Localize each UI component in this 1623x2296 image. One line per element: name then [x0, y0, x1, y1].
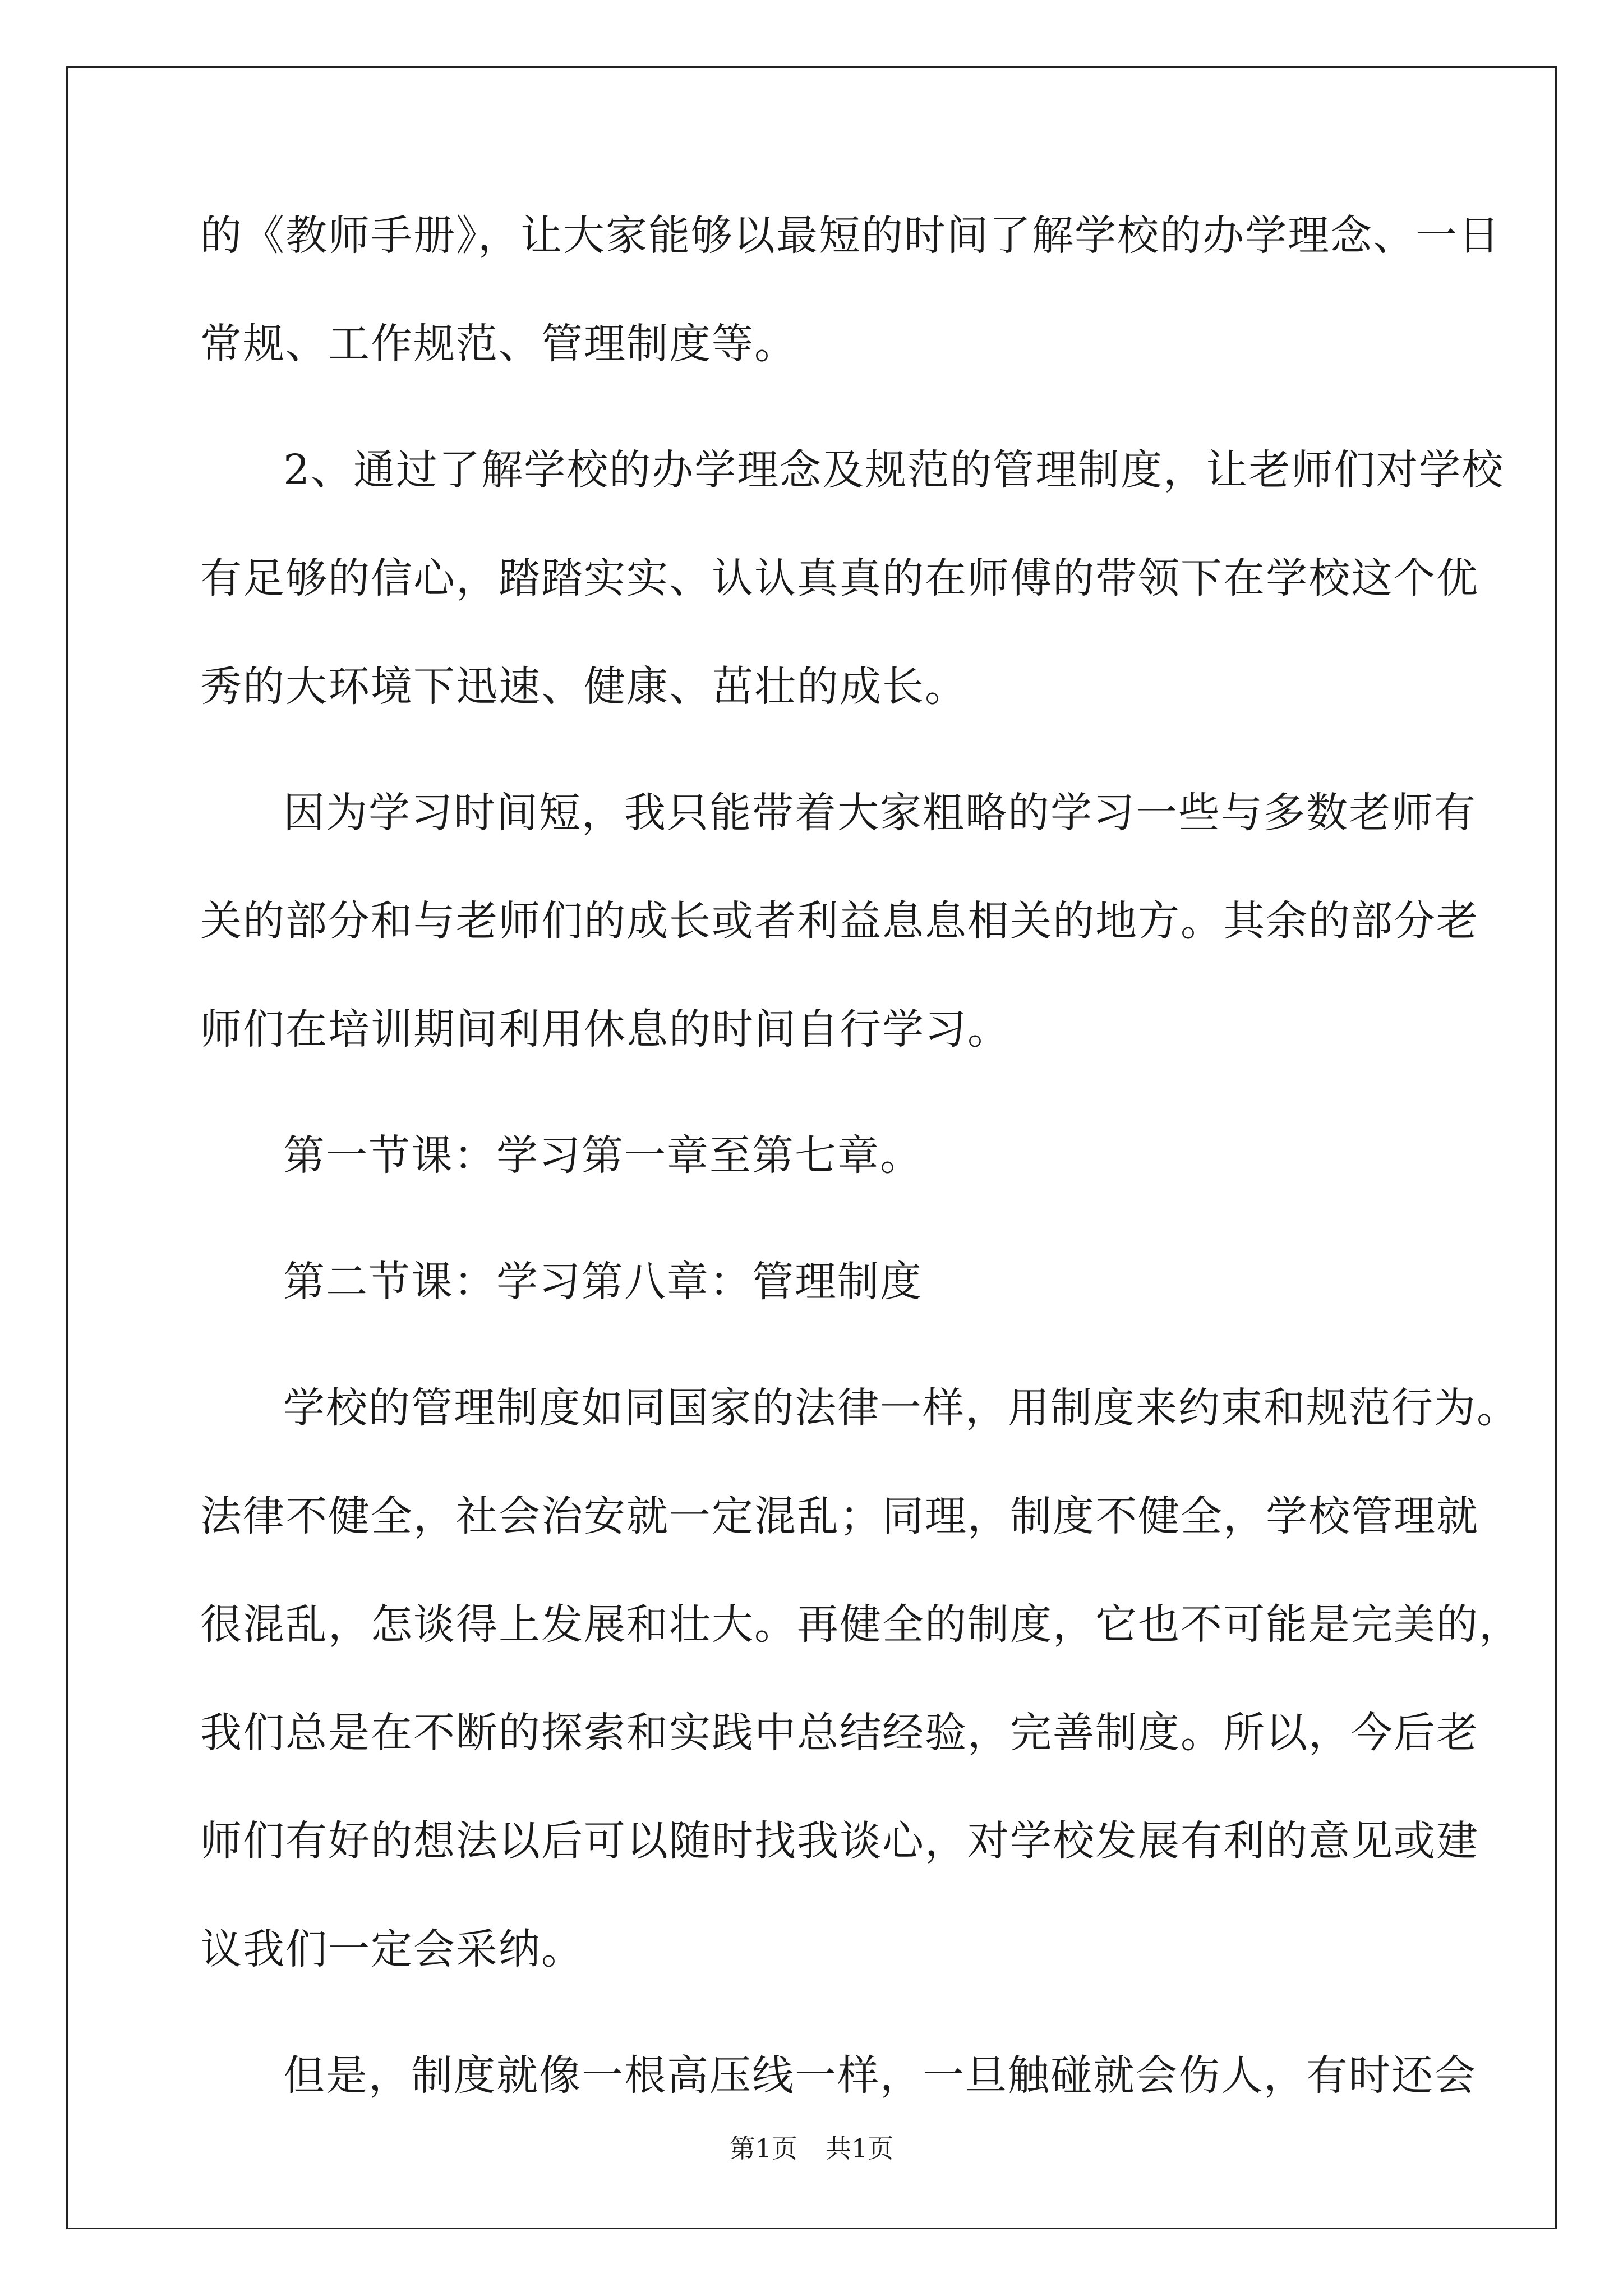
page-footer: [0, 2132, 1623, 2165]
text-line: 因为学习时间短，我只能带着大家粗略的学习一些与多数老师有: [283, 789, 1477, 837]
text-line: 师们有好的想法以后可以随时找我谈心，对学校发展有利的意见或建: [200, 1817, 1479, 1865]
text-line: 第一节课：学习第一章至第七章。: [283, 1131, 923, 1180]
text-line: 但是，制度就像一根高压线一样，一旦触碰就会伤人，有时还会: [283, 2051, 1477, 2100]
text-line: 关的部分和与老师们的成长或者利益息息相关的地方。其余的部分老: [200, 897, 1479, 945]
text-line: 常规、工作规范、管理制度等。: [200, 320, 797, 368]
text-line: 师们在培训期间利用休息的时间自行学习。: [200, 1005, 1010, 1053]
text-line: 我们总是在不断的探索和实践中总结经验，完善制度。所以，今后老: [200, 1709, 1479, 1757]
page-total: 共1页: [826, 2133, 894, 2164]
text-line: 很混乱，怎谈得上发展和壮大。再健全的制度，它也不可能是完美的，: [200, 1600, 1521, 1649]
page-number: 第1页: [729, 2133, 797, 2164]
text-line: 第二节课：学习第八章：管理制度: [283, 1258, 923, 1306]
text-line: 的《教师手册》，让大家能够以最短的时间了解学校的办学理念、一日: [200, 211, 1501, 260]
text-line: 秀的大环境下迅速、健康、茁壮的成长。: [200, 662, 967, 711]
text-line: 学校的管理制度如同国家的法律一样，用制度来约束和规范行为。: [283, 1384, 1519, 1432]
text-line: 有足够的信心，踏踏实实、认认真真的在师傅的带领下在学校这个优: [200, 554, 1479, 602]
text-line: 法律不健全，社会治安就一定混乱；同理，制度不健全，学校管理就: [200, 1492, 1479, 1540]
text-line: 议我们一定会采纳。: [200, 1925, 584, 1973]
text-line: 2、通过了解学校的办学理念及规范的管理制度，让老师们对学校: [283, 446, 1505, 494]
